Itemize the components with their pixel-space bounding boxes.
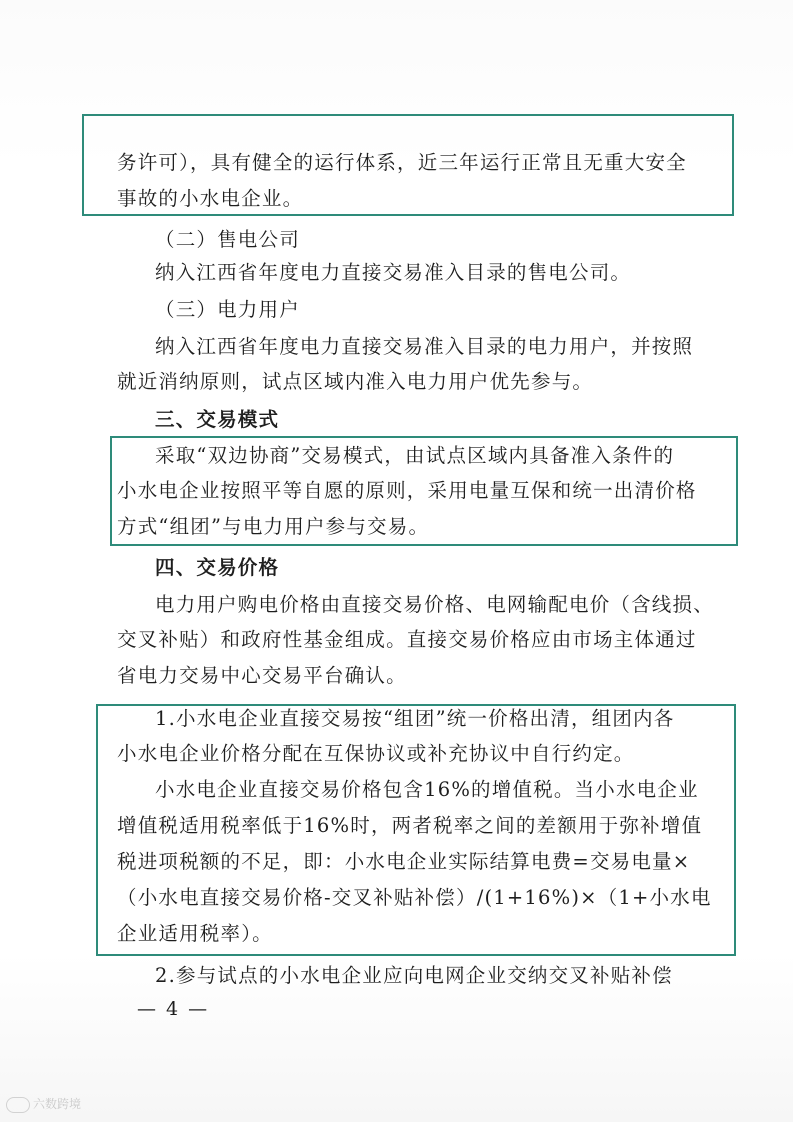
- text-line: 电力用户购电价格由直接交易价格、电网输配电价（含线损、: [155, 593, 714, 616]
- watermark-logo-icon: [6, 1097, 30, 1113]
- section-heading: 四、交易价格: [155, 556, 280, 579]
- text-line: 企业适用税率）。: [117, 922, 273, 945]
- text-line: 采取“双边协商”交易模式，由试点区域内具备准入条件的: [155, 444, 675, 467]
- watermark-text: 六数跨境: [33, 1097, 82, 1111]
- text-line: 务许可），具有健全的运行体系，近三年运行正常且无重大安全: [117, 151, 687, 174]
- text-line: 交叉补贴）和政府性基金组成。直接交易价格应由市场主体通过: [117, 628, 697, 651]
- page-number: — 4 —: [137, 998, 210, 1020]
- section-heading: （三）电力用户: [155, 298, 300, 321]
- watermark: [6, 1095, 81, 1113]
- section-heading: （二）售电公司: [155, 228, 300, 251]
- text-line: （小水电直接交易价格-交叉补贴补偿）/(1+16%)×（1+小水电: [117, 886, 712, 909]
- text-line: 省电力交易中心交易平台确认。: [117, 664, 407, 687]
- text-line: 方式“组团”与电力用户参与交易。: [117, 515, 430, 538]
- text-line: 增值税适用税率低于16%时，两者税率之间的差额用于弥补增值: [117, 814, 703, 837]
- text-line: 2.参与试点的小水电企业应向电网企业交纳交叉补贴补偿: [155, 964, 673, 987]
- text-line: 小水电企业按照平等自愿的原则，采用电量互保和统一出清价格: [117, 479, 697, 502]
- text-line: 纳入江西省年度电力直接交易准入目录的售电公司。: [155, 261, 632, 284]
- text-line: 税进项税额的不足，即：小水电企业实际结算电费=交易电量×: [117, 850, 691, 873]
- text-line: 1.小水电企业直接交易按“组团”统一价格出清，组团内各: [155, 707, 675, 730]
- text-line: 小水电企业直接交易价格包含16%的增值税。当小水电企业: [155, 778, 699, 801]
- text-line: 事故的小水电企业。: [117, 187, 304, 210]
- section-heading: 三、交易模式: [155, 408, 280, 431]
- text-line: 纳入江西省年度电力直接交易准入目录的电力用户，并按照: [155, 335, 694, 358]
- text-line: 就近消纳原则，试点区域内准入电力用户优先参与。: [117, 370, 594, 393]
- text-line: 小水电企业价格分配在互保协议或补充协议中自行约定。: [117, 742, 635, 765]
